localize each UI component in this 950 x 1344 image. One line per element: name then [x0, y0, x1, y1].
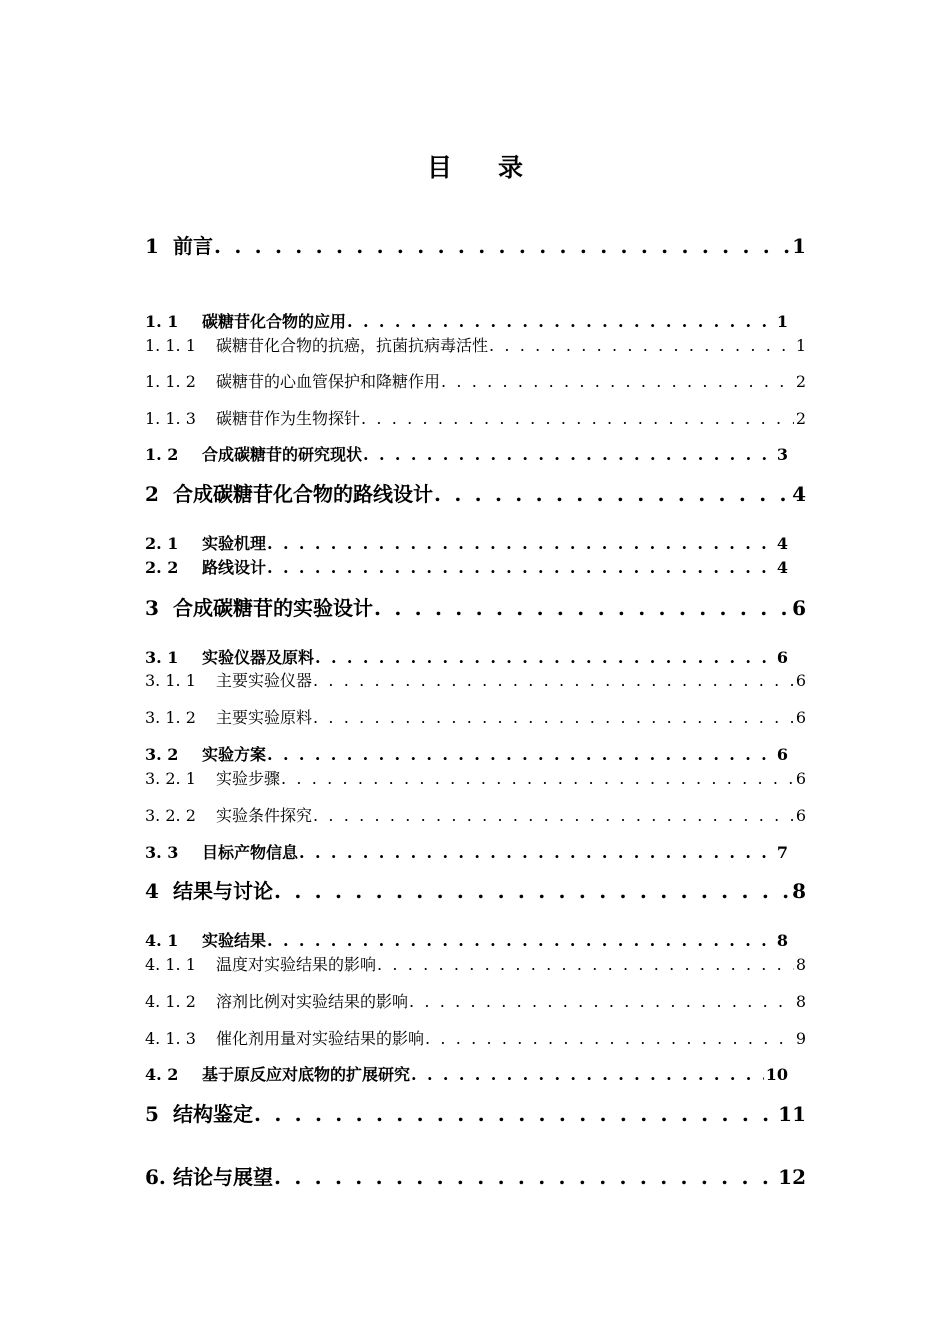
entry-label: 主要实验仪器 — [216, 671, 313, 690]
entry-page-number: 6 — [795, 806, 806, 825]
dot-leader — [313, 671, 794, 690]
toc-entry-section-1-1[interactable] — [145, 309, 788, 332]
entry-page-number: 12 — [778, 1165, 806, 1189]
entry-label: 合成碳糖苷化合物的路线设计 — [173, 482, 433, 506]
dot-leader — [281, 769, 794, 788]
entry-label: 碳糖苷的心血管保护和降糖作用 — [216, 372, 441, 391]
dot-leader — [267, 558, 775, 577]
entry-page-number: 4 — [776, 558, 788, 577]
toc-entry-section-2-1[interactable] — [145, 531, 788, 554]
entry-label: 基于原反应对底物的扩展研究 — [202, 1065, 411, 1084]
toc-entry-chapter-5[interactable] — [145, 1098, 806, 1127]
entry-label: 路线设计 — [202, 558, 267, 577]
toc-entry-subsection-3-1-1[interactable] — [145, 668, 806, 691]
entry-page-number: 8 — [795, 992, 806, 1011]
entry-label: 合成碳糖苷的实验设计 — [173, 596, 373, 620]
entry-number: 3 — [145, 596, 159, 620]
dot-leader — [299, 843, 775, 862]
toc-entry-subsection-1-1-2[interactable] — [145, 369, 806, 392]
entry-page-number: 8 — [792, 879, 806, 903]
toc-entry-section-4-2[interactable] — [145, 1062, 788, 1085]
toc-entry-subsection-3-1-2[interactable] — [145, 705, 806, 728]
dot-leader — [313, 806, 794, 825]
dot-leader — [313, 708, 794, 727]
dot-leader — [267, 931, 775, 950]
toc-title — [0, 148, 950, 184]
entry-page-number: 2 — [795, 372, 806, 391]
entry-label: 前言 — [173, 234, 213, 258]
entry-label: 结果与讨论 — [173, 879, 273, 903]
entry-number: 4. 2 — [145, 1065, 179, 1084]
entry-page-number: 1 — [795, 336, 806, 355]
entry-page-number: 10 — [765, 1065, 788, 1084]
toc-entry-section-3-1[interactable] — [145, 645, 788, 668]
toc-title-char-2: 录 — [498, 153, 524, 182]
dot-leader — [374, 596, 790, 620]
entry-label: 主要实验原料 — [216, 708, 313, 727]
dot-leader — [214, 234, 790, 258]
toc-entry-section-3-2[interactable] — [145, 742, 788, 765]
dot-leader — [377, 955, 794, 974]
entry-label: 实验条件探究 — [216, 806, 313, 825]
entry-number: 3. 1. 1 — [145, 671, 196, 690]
toc-entry-subsection-4-1-3[interactable] — [145, 1026, 806, 1049]
dot-leader — [411, 1065, 764, 1084]
entry-number: 2 — [145, 482, 159, 506]
toc-entry-chapter-1[interactable] — [145, 230, 806, 259]
entry-label: 碳糖苷作为生物探针 — [216, 409, 361, 428]
entry-number: 3. 3 — [145, 843, 179, 862]
entry-number: 4. 1. 3 — [145, 1029, 196, 1048]
entry-page-number: 4 — [776, 534, 788, 553]
entry-page-number: 8 — [776, 931, 788, 950]
toc-entry-subsection-1-1-1[interactable] — [145, 333, 806, 356]
entry-number: 1. 2 — [145, 445, 179, 464]
entry-number: 4. 1. 1 — [145, 955, 196, 974]
entry-page-number: 6 — [795, 671, 806, 690]
entry-label: 温度对实验结果的影响 — [216, 955, 377, 974]
dot-leader — [267, 534, 775, 553]
toc-entry-chapter-6[interactable] — [145, 1161, 806, 1190]
entry-number: 1 — [145, 234, 159, 258]
entry-label: 实验步骤 — [216, 769, 281, 788]
entry-label: 实验方案 — [202, 745, 267, 764]
dot-leader — [274, 879, 790, 903]
toc-entry-subsection-3-2-2[interactable] — [145, 803, 806, 826]
entry-page-number: 8 — [795, 955, 806, 974]
entry-page-number: 9 — [795, 1029, 806, 1048]
entry-label: 目标产物信息 — [202, 843, 299, 862]
toc-title-char-1: 目 — [426, 153, 452, 182]
entry-number: 3. 2 — [145, 745, 179, 764]
entry-number: 4. 1 — [145, 931, 179, 950]
entry-page-number: 6 — [776, 745, 788, 764]
toc-entry-subsection-3-2-1[interactable] — [145, 766, 806, 789]
entry-label: 实验机理 — [202, 534, 267, 553]
toc-entry-chapter-4[interactable] — [145, 875, 806, 904]
toc-entry-section-4-1[interactable] — [145, 928, 788, 951]
entry-label: 结构鉴定 — [173, 1102, 253, 1126]
toc-entry-section-2-2[interactable] — [145, 555, 788, 578]
dot-leader — [441, 372, 794, 391]
entry-number: 3. 1. 2 — [145, 708, 196, 727]
toc-entry-section-1-2[interactable] — [145, 442, 788, 465]
entry-label: 碳糖苷化合物的应用 — [202, 312, 347, 331]
entry-page-number: 2 — [795, 409, 806, 428]
dot-leader — [361, 409, 794, 428]
entry-page-number: 11 — [778, 1102, 806, 1126]
entry-number: 1. 1. 3 — [145, 409, 196, 428]
entry-page-number: 1 — [792, 234, 806, 258]
entry-label: 实验结果 — [202, 931, 267, 950]
entry-number: 3. 1 — [145, 648, 179, 667]
entry-number: 1. 1. 1 — [145, 336, 196, 355]
toc-entry-chapter-2[interactable] — [145, 478, 806, 507]
entry-number: 4 — [145, 879, 159, 903]
toc-entry-section-3-3[interactable] — [145, 840, 788, 863]
entry-label: 溶剂比例对实验结果的影响 — [216, 992, 409, 1011]
entry-number: 6. — [145, 1165, 166, 1189]
dot-leader — [347, 312, 775, 331]
entry-page-number: 6 — [795, 708, 806, 727]
entry-label: 催化剂用量对实验结果的影响 — [216, 1029, 425, 1048]
entry-page-number: 6 — [795, 769, 806, 788]
toc-entry-subsection-4-1-2[interactable] — [145, 989, 806, 1012]
entry-page-number: 3 — [776, 445, 788, 464]
toc-entry-subsection-1-1-3[interactable] — [145, 406, 806, 429]
dot-leader — [267, 745, 775, 764]
entry-number: 5 — [145, 1102, 159, 1126]
dot-leader — [363, 445, 775, 464]
dot-leader — [254, 1102, 776, 1126]
dot-leader — [434, 482, 790, 506]
entry-number: 3. 2. 2 — [145, 806, 196, 825]
dot-leader — [274, 1165, 776, 1189]
entry-number: 3. 2. 1 — [145, 769, 196, 788]
entry-number: 2. 2 — [145, 558, 179, 577]
entry-page-number: 6 — [776, 648, 788, 667]
dot-leader — [489, 336, 794, 355]
entry-number: 2. 1 — [145, 534, 179, 553]
dot-leader — [409, 992, 794, 1011]
entry-number: 1. 1. 2 — [145, 372, 196, 391]
entry-label: 结论与展望 — [173, 1165, 273, 1189]
toc-entry-subsection-4-1-1[interactable] — [145, 952, 806, 975]
entry-page-number: 1 — [776, 312, 788, 331]
entry-number: 1. 1 — [145, 312, 179, 331]
dot-leader — [425, 1029, 794, 1048]
entry-page-number: 4 — [792, 482, 806, 506]
dot-leader — [315, 648, 775, 667]
entry-page-number: 6 — [792, 596, 806, 620]
entry-label: 实验仪器及原料 — [202, 648, 315, 667]
entry-number: 4. 1. 2 — [145, 992, 196, 1011]
entry-label: 碳糖苷化合物的抗癌，抗菌抗病毒活性 — [216, 336, 489, 355]
toc-entry-chapter-3[interactable] — [145, 592, 806, 621]
entry-page-number: 7 — [776, 843, 788, 862]
entry-label: 合成碳糖苷的研究现状 — [202, 445, 363, 464]
